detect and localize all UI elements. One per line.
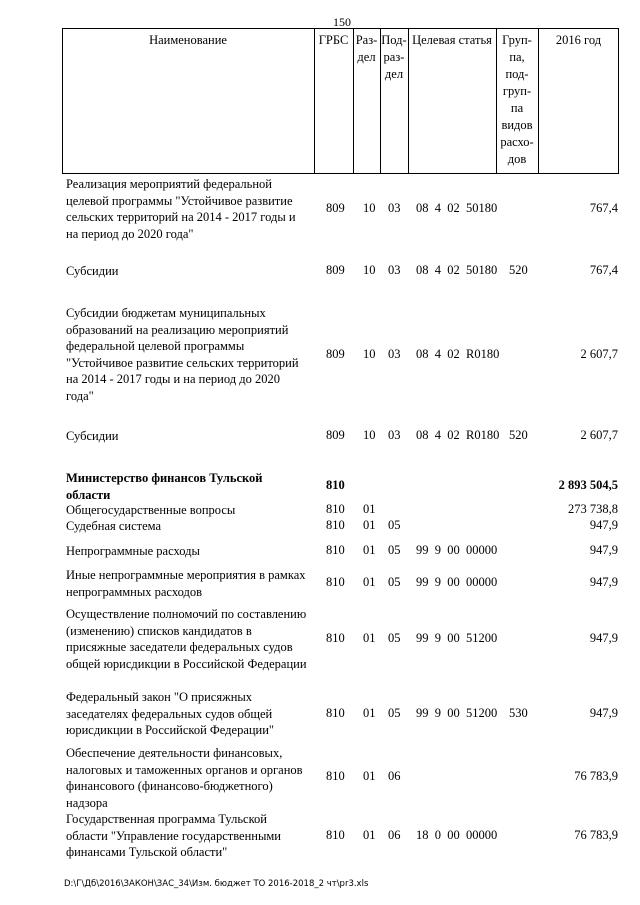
header-divider	[314, 28, 315, 174]
row-grbs: 809	[326, 201, 345, 215]
row-podrazdel: 03	[388, 428, 401, 442]
row-sum: 76 783,9	[574, 828, 618, 842]
row-grbs: 809	[326, 263, 345, 277]
row-name: Обеспечение деятельности финансовых, налоговых и таможенных органов и органов финансового (финансово-бюджетного) надзора	[66, 746, 303, 810]
row-grbs: 810	[326, 478, 345, 492]
row-sum: 947,9	[589, 706, 618, 720]
row-razdel: 01	[363, 631, 376, 645]
row-grbs: 810	[326, 828, 345, 842]
header-razdel-l1: Раз-	[355, 33, 378, 47]
row-name: Субсидии бюджетам муниципальных образований на реализацию мероприятий федеральной целевой программы "Устойчивое развитие сельских территорий на 2014 - 2017 годы и на период до 2020 года"	[66, 306, 299, 403]
row-celevaya: 08 4 02 50180	[416, 201, 498, 215]
row-sum: 76 783,9	[574, 769, 618, 783]
row-sum: 947,9	[589, 575, 618, 589]
header-gruppa-l6: видов	[501, 118, 533, 132]
row-razdel: 10	[363, 201, 376, 215]
row-grbs: 810	[326, 706, 345, 720]
row-razdel: 01	[363, 543, 376, 557]
row-podrazdel: 06	[388, 769, 401, 783]
row-podrazdel: 03	[388, 347, 401, 361]
row-razdel: 10	[363, 347, 376, 361]
row-name: Иные непрограммные мероприятия в рамках непрограммных расходов	[66, 568, 306, 599]
header-podrazdel	[380, 32, 408, 83]
header-podrazdel-l2: раз-	[383, 50, 405, 64]
row-celevaya: 08 4 02 50180	[416, 263, 498, 277]
row-razdel: 01	[363, 502, 376, 516]
row-grbs: 810	[326, 575, 345, 589]
row-grbs: 809	[326, 428, 345, 442]
row-grbs: 810	[326, 543, 345, 557]
row-podrazdel: 05	[388, 575, 401, 589]
header-podrazdel-l1: Под-	[381, 33, 407, 47]
header-name: Наименование	[149, 33, 227, 47]
row-grbs: 810	[326, 518, 345, 532]
row-podrazdel: 06	[388, 828, 401, 842]
row-podrazdel: 03	[388, 263, 401, 277]
row-gruppa: 530	[509, 706, 528, 720]
row-razdel: 01	[363, 769, 376, 783]
file-path-footer: D:\Г\Дб\2016\ЗАКОН\ЗАС_34\Изм. бюджет ТО 2016-2018_2 чт\pr3.xls	[64, 879, 369, 889]
row-celevaya: 99 9 00 51200	[416, 631, 498, 645]
row-sum: 947,9	[589, 543, 618, 557]
header-razdel	[353, 32, 380, 66]
header-podrazdel-l3: дел	[384, 67, 404, 81]
header-grbs: ГРБС	[318, 33, 349, 47]
header-gruppa-l3: под-	[505, 67, 529, 81]
row-sum: 947,9	[589, 631, 618, 645]
row-podrazdel: 05	[388, 631, 401, 645]
row-grbs: 810	[326, 769, 345, 783]
row-celevaya: 99 9 00 51200	[416, 706, 498, 720]
row-celevaya: 99 9 00 00000	[416, 543, 498, 557]
row-gruppa: 520	[509, 263, 528, 277]
row-podrazdel: 03	[388, 201, 401, 215]
row-name: Субсидии	[66, 264, 119, 278]
header-gruppa-l4: груп-	[502, 84, 532, 98]
row-grbs: 810	[326, 502, 345, 516]
header-gruppa-l8: дов	[507, 152, 527, 166]
row-grbs: 809	[326, 347, 345, 361]
header-divider	[408, 28, 409, 174]
row-sum: 947,9	[589, 518, 618, 532]
row-name: Непрограммные расходы	[66, 544, 200, 558]
header-gruppa-l7: расхо-	[500, 135, 534, 149]
row-sum: 2 607,7	[580, 428, 618, 442]
row-name: Реализация мероприятий федеральной целевой программы "Устойчивое развитие сельских территорий на 2014 - 2017 годы и на период до 2020 года"	[66, 177, 296, 241]
header-gruppa	[496, 32, 538, 168]
row-name: Государственная программа Тульской области "Управление государственными финансами Тульской области"	[66, 812, 281, 859]
row-sum: 2 893 504,5	[558, 478, 618, 492]
header-gruppa-l5: па	[510, 101, 524, 115]
header-gruppa-l1: Груп-	[502, 33, 532, 47]
row-celevaya: 99 9 00 00000	[416, 575, 498, 589]
row-sum: 767,4	[589, 263, 618, 277]
row-sum: 767,4	[589, 201, 618, 215]
row-name: Субсидии	[66, 429, 119, 443]
header-celevaya: Целевая статья	[412, 33, 492, 47]
row-grbs: 810	[326, 631, 345, 645]
header-year: 2016 год	[555, 33, 602, 47]
row-celevaya: 08 4 02 R0180	[416, 347, 500, 361]
row-razdel: 01	[363, 518, 376, 532]
header-divider	[538, 28, 539, 174]
row-celevaya: 18 0 00 00000	[416, 828, 498, 842]
row-podrazdel: 05	[388, 543, 401, 557]
row-name: Судебная система	[66, 519, 162, 533]
row-name: Министерство финансов Тульской области	[66, 471, 263, 502]
row-razdel: 10	[363, 263, 376, 277]
row-podrazdel: 05	[388, 706, 401, 720]
row-name: Общегосударственные вопросы	[66, 503, 236, 517]
row-razdel: 01	[363, 575, 376, 589]
row-name: Федеральный закон "О присяжных заседателях федеральных судов общей юрисдикции в Российской Федерации"	[66, 690, 275, 737]
row-sum: 273 738,8	[568, 502, 618, 516]
page-number: 150	[333, 15, 351, 29]
row-razdel: 01	[363, 828, 376, 842]
header-gruppa-l2: па,	[509, 50, 525, 64]
row-podrazdel: 05	[388, 518, 401, 532]
row-razdel: 10	[363, 428, 376, 442]
row-celevaya: 08 4 02 R0180	[416, 428, 500, 442]
header-razdel-l2: дел	[357, 50, 376, 64]
row-sum: 2 607,7	[580, 347, 618, 361]
row-gruppa: 520	[509, 428, 528, 442]
row-name: Осуществление полномочий по составлению (изменению) списков кандидатов в присяжные заседатели федеральных судов общей юрисдикции в Российской Федерации	[66, 607, 307, 671]
row-razdel: 01	[363, 706, 376, 720]
